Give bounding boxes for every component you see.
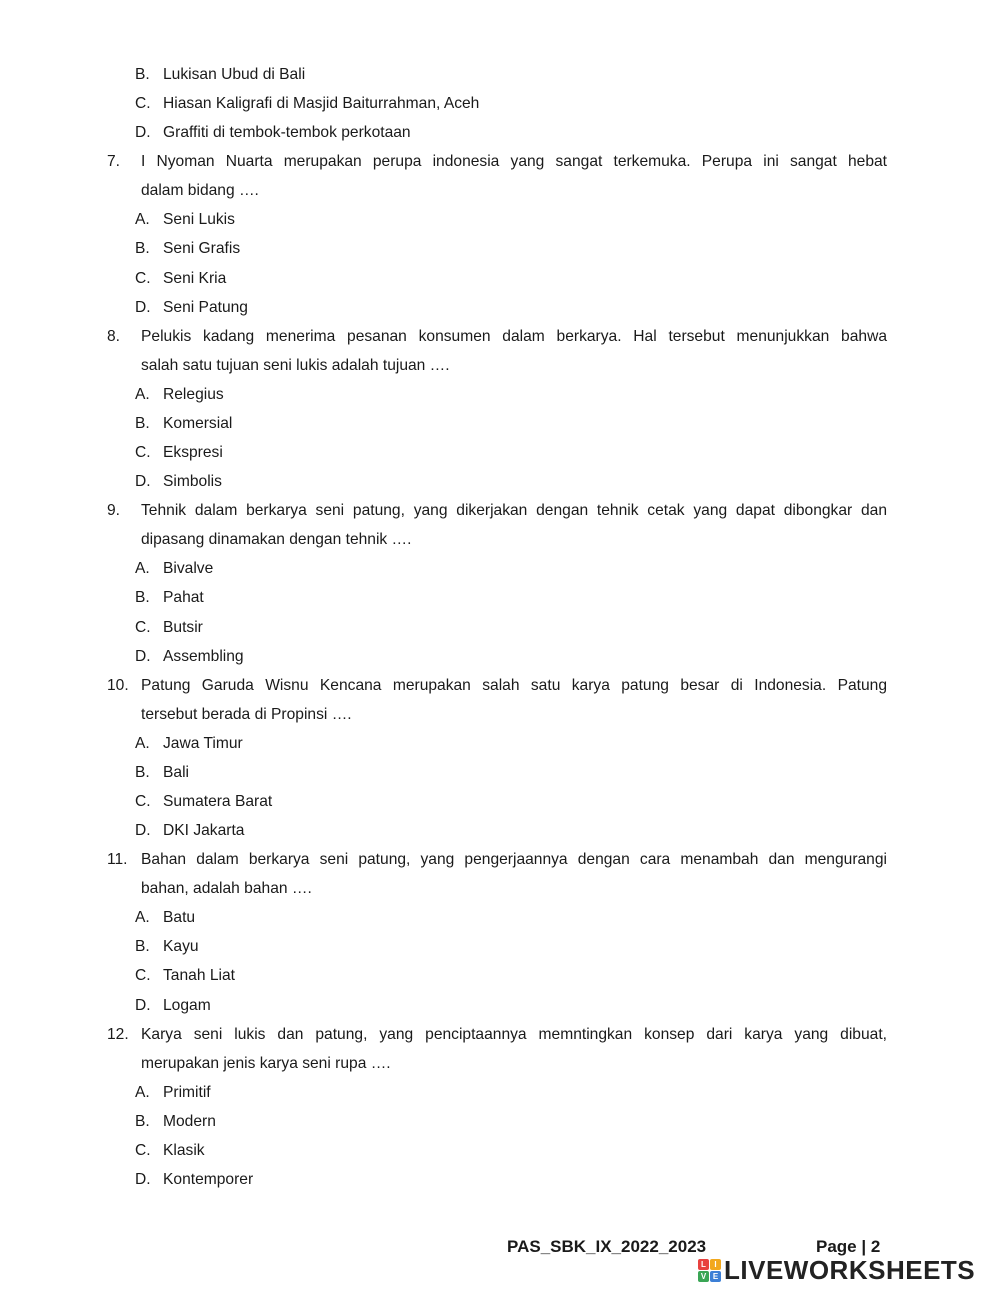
option-letter: D. [135,822,151,840]
option-letter: C. [135,618,151,636]
option-text: Graffiti di tembok-tembok perkotaan [163,124,411,142]
option-letter: D. [135,1171,151,1189]
option-text: Bivalve [163,560,214,578]
option-text: Primitif [163,1083,211,1101]
liveworksheets-logo-icon [698,1259,721,1282]
option-letter: A. [135,560,150,578]
question-text-continued: bahan, adalah bahan …. [141,880,312,898]
option-letter: A. [135,1083,150,1101]
logo-letter: V [698,1271,709,1282]
question-number: 11. [107,851,128,869]
question-text: Karya seni lukis dan patung, yang penciptaannya memntingkan konsep dari karya yang dibuat, [141,1025,887,1043]
question-number: 9. [107,502,121,520]
question-number: 12. [107,1025,129,1043]
question-text: Tehnik dalam berkarya seni patung, yang dikerjakan dengan tehnik cetak yang dapat dibongkar dan [141,502,887,520]
option-letter: B. [135,240,150,258]
option-text: Logam [163,996,211,1014]
option-letter: B. [135,66,150,83]
option-text: Seni Lukis [163,211,235,229]
option-text: Butsir [163,618,203,636]
question-text: I Nyoman Nuarta merupakan perupa indonesia yang sangat terkemuka. Perupa ini sangat hebat [141,153,887,171]
option-letter: C. [135,793,151,810]
option-text: Hiasan Kaligrafi di Masjid Baiturrahman, Aceh [163,95,480,113]
option-text: Seni Patung [163,298,248,316]
question-text-continued: dipasang dinamakan dengan tehnik …. [141,531,412,549]
option-text: Jawa Timur [163,734,243,752]
option-letter: D. [135,996,151,1014]
option-text: Kayu [163,938,199,956]
option-letter: D. [135,647,151,665]
option-text: DKI Jakarta [163,822,245,840]
question-text-continued: merupakan jenis karya seni rupa …. [141,1054,391,1072]
question-text: Patung Garuda Wisnu Kencana merupakan salah satu karya patung besar di Indonesia. Patung [141,676,887,694]
option-text: Pahat [163,589,204,607]
option-letter: D. [135,298,151,316]
option-letter: C. [135,967,151,985]
brand-name: LIVEWORKSHEETS [724,1255,976,1285]
option-letter: A. [135,211,150,229]
document-code: PAS_SBK_IX_2022_2023 [507,1237,707,1256]
option-text: Tanah Liat [163,967,235,985]
logo-letter: E [710,1271,721,1282]
option-letter: C. [135,1141,151,1159]
question-number: 7. [107,153,121,171]
option-text: Kontemporer [163,1171,254,1189]
logo-letter: L [698,1259,709,1270]
option-text: Bali [163,763,190,781]
question-text-continued: tersebut berada di Propinsi …. [141,705,352,723]
option-text: Relegius [163,385,224,403]
option-text: Batu [163,909,196,927]
question-text-continued: dalam bidang …. [141,182,259,200]
option-text: Modern [163,1112,216,1130]
page-number: Page | 2 [816,1237,881,1256]
option-letter: B. [135,589,150,607]
question-number: 8. [107,327,121,345]
option-letter: D. [135,473,151,491]
option-letter: B. [135,938,150,956]
liveworksheets-brand[interactable] [698,1255,975,1286]
option-text: Seni Grafis [163,240,241,258]
question-number: 10. [107,676,129,694]
option-text: Simbolis [163,473,222,491]
option-letter: B. [135,763,150,781]
option-letter: A. [135,734,150,752]
option-letter: C. [135,444,151,462]
option-text: Assembling [163,647,244,665]
option-letter: B. [135,1112,150,1130]
option-letter: A. [135,909,150,927]
option-letter: B. [135,414,150,432]
question-text: Bahan dalam berkarya seni patung, yang pengerjaannya dengan cara menambah dan mengurangi [141,851,887,869]
option-text: Komersial [163,414,233,432]
option-letter: D. [135,124,151,142]
option-text: Seni Kria [163,269,227,287]
option-letter: C. [135,95,151,113]
option-letter: A. [135,385,150,403]
option-text: Lukisan Ubud di Bali [163,66,306,83]
option-letter: C. [135,269,151,287]
option-text: Klasik [163,1141,205,1159]
logo-letter: I [710,1259,721,1270]
option-text: Ekspresi [163,444,223,462]
question-text-continued: salah satu tujuan seni lukis adalah tujuan …. [141,356,450,374]
option-text: Sumatera Barat [163,793,273,810]
question-text: Pelukis kadang menerima pesanan konsumen dalam berkarya. Hal tersebut menunjukkan bahwa [141,327,887,345]
